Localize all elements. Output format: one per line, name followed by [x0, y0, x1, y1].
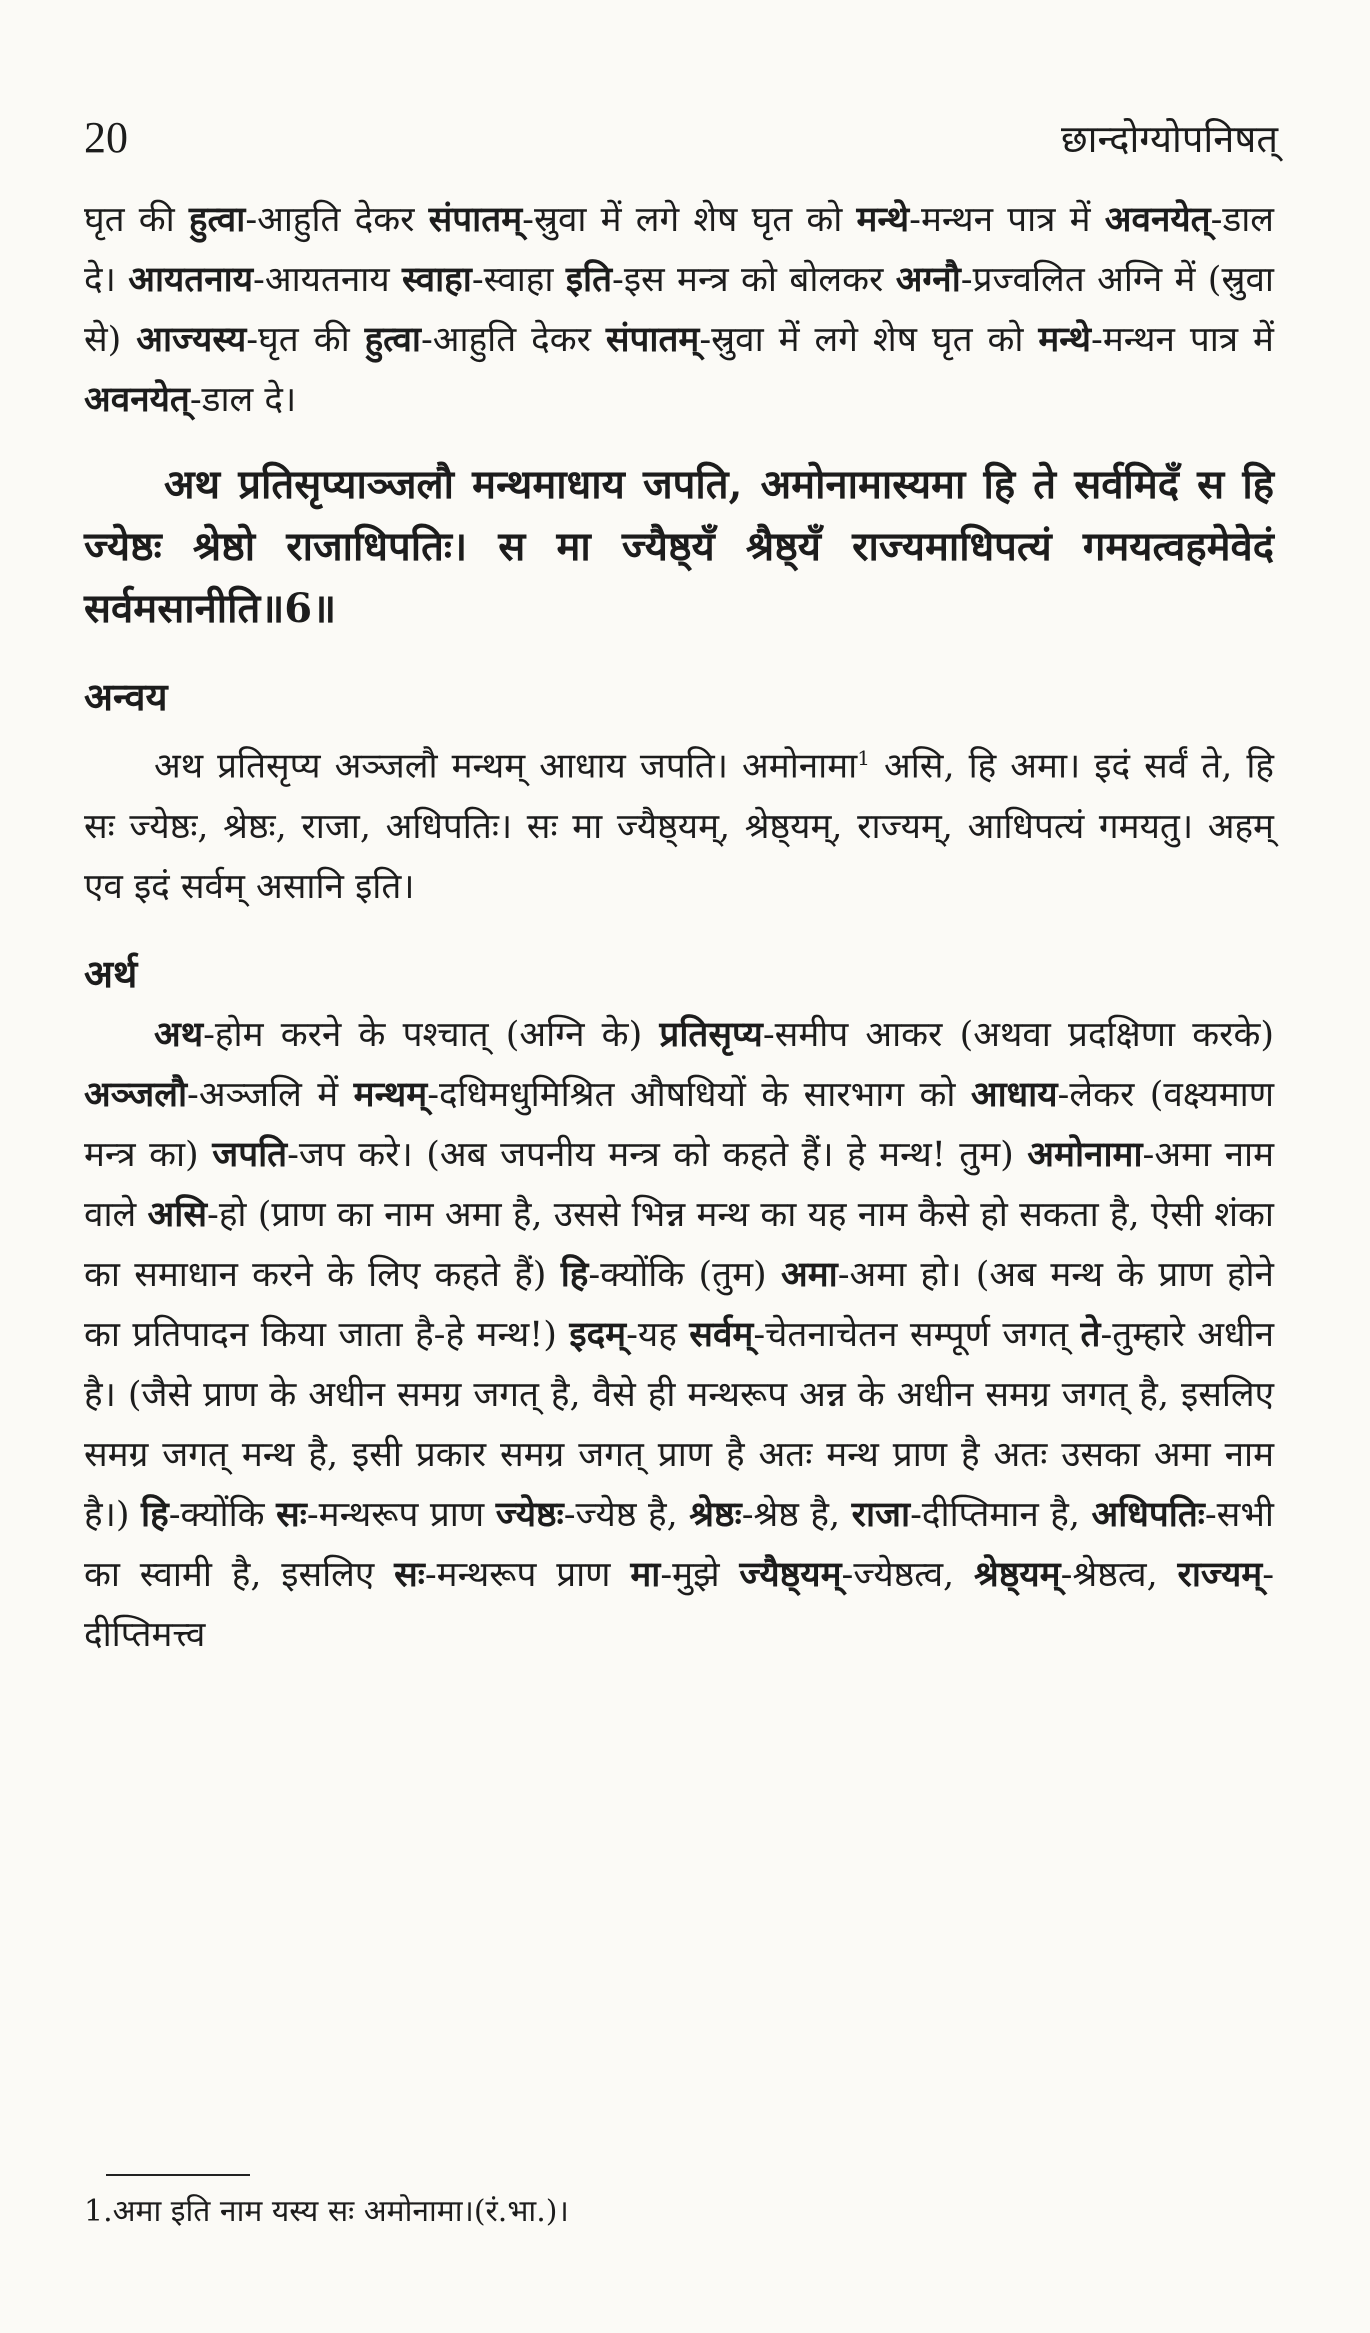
bold-term: राजा	[851, 1493, 911, 1535]
page-body	[84, 190, 1274, 1665]
text-run: -दीप्तिमत्त्व	[84, 1554, 1275, 1655]
text-run: -दीप्तिमान है,	[910, 1494, 1092, 1535]
text-run: -होम करने के पश्चात् (अग्नि के)	[203, 1014, 660, 1055]
text-run: -स्रुवा में लगे शेष घृत को	[522, 200, 857, 240]
bold-term: अवनयेत्	[1104, 199, 1211, 240]
text-run: -अमा हो। (अब मन्थ के प्राण होने का प्रतिपादन किया जाता है-हे मन्थ!)	[84, 1254, 1274, 1355]
text-run: -डाल दे।	[189, 380, 297, 420]
text-run: -प्रज्वलित अग्नि में (स्रुवा से)	[84, 260, 1275, 360]
bold-term: ज्येष्ठः	[495, 1493, 564, 1535]
footnote-divider	[106, 2174, 250, 2176]
text-run: -मन्थन पात्र में	[909, 200, 1105, 240]
bold-term: सः	[276, 1493, 307, 1535]
text-run: -आयतनाय	[253, 260, 403, 300]
bold-term: सर्वम्	[689, 1313, 754, 1355]
bold-term: संपातम्	[428, 199, 523, 240]
page-number: 20	[84, 113, 128, 162]
bold-term: हि	[141, 1493, 169, 1535]
text-run: -क्योंकि	[168, 1494, 277, 1535]
footnote: 1.अमा इति नाम यस्य सः अमोनामा।(रं.भा.)।	[84, 2194, 569, 2229]
bold-term: ते	[1080, 1313, 1101, 1355]
text-run: -स्रुवा में लगे शेष घृत को	[699, 320, 1039, 360]
text-run: -मन्थरूप प्राण	[306, 1494, 496, 1535]
mantra-verse: अथ प्रतिसृप्याञ्जलौ मन्थमाधाय जपति, अमोनामास्यमा हि ते सर्वमिदँ स हि ज्येष्ठः श्रेष्ठो राजाधिपतिः। स मा ज्यैष्ठ्यँ श्रैष्ठ्यँ राज्यमाधिपत्यं गमयत्वहमेवेदं सर्वमसानीति॥6॥	[84, 461, 1274, 632]
artha-heading: अर्थ	[84, 950, 138, 996]
bold-term: मन्थम्	[353, 1073, 428, 1115]
text-run: -इस मन्त्र को बोलकर	[612, 260, 896, 300]
text-run: घृत की	[84, 200, 189, 240]
text-run: -क्योंकि (तुम)	[588, 1254, 781, 1295]
bold-term: हि	[560, 1253, 589, 1295]
bold-term: मन्थे	[1038, 319, 1091, 360]
text-run: -आहुति देकर	[420, 320, 606, 360]
text-run: -आहुति देकर	[245, 200, 429, 240]
text-run: -डाल दे।	[84, 200, 1274, 300]
bold-term: प्रतिसृप्य	[659, 1013, 763, 1055]
text-run: -चेतनाचेतन सम्पूर्ण जगत्	[753, 1314, 1081, 1355]
text-run: -अमा नाम वाले	[84, 1134, 1275, 1235]
bold-term: अमा	[780, 1253, 838, 1295]
commentary-paragraph	[84, 190, 1274, 430]
text-run: -तुम्हारे अधीन है। (जैसे प्राण के अधीन समग्र जगत् है, वैसे ही मन्थरूप अन्न के अधीन समग्र जगत् है, इसलिए समग्र जगत् मन्थ है, इसी प्रकार समग्र जगत् प्राण है अतः मन्थ प्राण है अतः उसका अमा नाम है।)	[84, 1314, 1274, 1535]
bold-term: हुत्वा	[364, 319, 421, 360]
bold-term: अग्नौ	[895, 259, 961, 300]
bold-term: स्वाहा	[402, 259, 472, 300]
running-title: छान्दोग्योपनिषत्	[1061, 117, 1278, 161]
text-run: -मन्थन पात्र में	[1091, 320, 1274, 360]
text-run: -दधिमधुमिश्रित औषधियों के सारभाग को	[427, 1074, 971, 1115]
bold-term: इदम्	[569, 1313, 627, 1355]
text-run: -श्रेष्ठ है,	[741, 1494, 852, 1535]
anvaya-heading: अन्वय	[84, 674, 168, 719]
bold-term: अथ	[154, 1013, 204, 1055]
bold-term: ज्यैष्ठ्यम्	[739, 1553, 842, 1595]
bold-term: श्रेष्ठः	[689, 1493, 742, 1535]
bold-term: राज्यम्	[1177, 1553, 1263, 1595]
footnote-marker: 1	[857, 746, 870, 770]
bold-term: मा	[630, 1553, 661, 1595]
bold-term: सः	[394, 1553, 425, 1595]
bold-term: अञ्जलौ	[84, 1073, 188, 1115]
text-run: असि, हि अमा। इदं सर्वं ते, हि सः ज्येष्ठः, श्रेष्ठः, राजा, अधिपतिः। सः मा ज्यैष्ठ्यम्, श्रेष्ठ्यम्, राज्यम्, आधिपत्यं गमयतु। अहम् एव इदं सर्वम् असानि इति।	[84, 746, 1274, 907]
text-run: -स्वाहा	[471, 260, 566, 300]
page-header	[84, 112, 1278, 164]
artha-paragraph	[84, 1005, 1274, 1665]
text-run: -जप करे। (अब जपनीय मन्त्र को कहते हैं। हे मन्थ! तुम)	[287, 1134, 1028, 1175]
bold-term: अमोनामा	[1027, 1133, 1143, 1175]
text-run: -लेकर (वक्ष्यमाण मन्त्र का)	[84, 1074, 1275, 1175]
bold-term: असि	[147, 1193, 207, 1235]
bold-term: इति	[565, 259, 613, 300]
bold-term: संपातम्	[605, 319, 700, 360]
text-run: -ज्येष्ठत्व,	[841, 1554, 974, 1595]
text-run: -घृत की	[246, 320, 365, 360]
bold-term: अधिपतिः	[1091, 1493, 1205, 1535]
text-run: -यह	[626, 1314, 690, 1355]
bold-term: आयतनाय	[128, 259, 254, 300]
anvaya-paragraph	[84, 728, 1274, 917]
text-run: -मन्थरूप प्राण	[424, 1554, 631, 1595]
text-run: -अञ्जलि में	[187, 1074, 354, 1115]
bold-term: जपति	[212, 1133, 288, 1175]
bold-term: आज्यस्य	[136, 319, 247, 360]
text-run: -हो (प्राण का नाम अमा है, उससे भिन्न मन्थ का यह नाम कैसे हो सकता है, ऐसी शंका का समाधान करने के लिए कहते हैं)	[84, 1194, 1274, 1295]
text-run: अथ प्रतिसृप्य अञ्जलौ मन्थम् आधाय जपति। अमोनामा	[154, 746, 858, 787]
bold-term: श्रेष्ठ्यम्	[973, 1553, 1061, 1595]
text-run: -ज्येष्ठ है,	[563, 1494, 690, 1535]
text-run: -श्रेष्ठत्व,	[1060, 1554, 1178, 1595]
text-run: -मुझे	[660, 1554, 740, 1595]
bold-term: अवनयेत्	[84, 379, 190, 420]
bold-term: आधाय	[970, 1073, 1058, 1115]
text-run: -सभी का स्वामी है, इसलिए	[84, 1494, 1275, 1595]
text-run: -समीप आकर (अथवा प्रदक्षिणा करके)	[762, 1014, 1274, 1055]
bold-term: मन्थे	[856, 199, 910, 240]
bold-term: हुत्वा	[188, 199, 246, 240]
